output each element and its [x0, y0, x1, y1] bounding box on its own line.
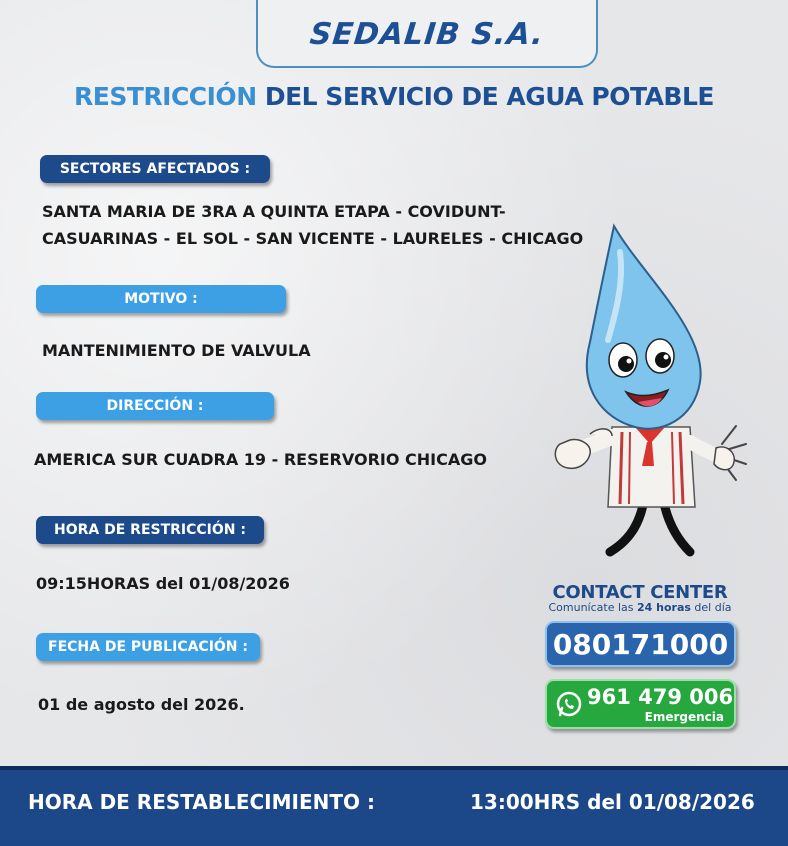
whatsapp-number: 961 479 006	[587, 685, 734, 709]
contact-center-title: CONTACT CENTER	[552, 582, 728, 603]
footer-bar	[0, 766, 788, 846]
motivo-text: MANTENIMIENTO DE VALVULA	[42, 341, 311, 360]
whatsapp-label: Emergencia	[644, 710, 724, 724]
footer-label: HORA DE RESTABLECIMIENTO :	[28, 790, 375, 814]
page-title	[0, 82, 788, 111]
logo-box	[256, 0, 598, 68]
sectores-text	[42, 198, 602, 252]
title-part2: DEL SERVICIO DE AGUA POTABLE	[264, 82, 714, 111]
motivo-label: MOTIVO :	[36, 285, 286, 313]
brand-logo: SEDALIB S.A.	[308, 16, 546, 52]
footer-value: 13:00HRS del 01/08/2026	[470, 790, 755, 814]
contact-sub-post: del día	[694, 601, 732, 614]
contact-sub-bold: 24 horas	[637, 601, 691, 614]
whatsapp-icon	[555, 690, 583, 718]
fecha-publicacion-text: 01 de agosto del 2026.	[38, 695, 245, 714]
sectores-label: SECTORES AFECTADOS :	[40, 155, 270, 183]
sectores-line2: CASUARINAS - EL SOL - SAN VICENTE - LAURELES - CHICAGO	[42, 229, 584, 248]
title-part1: RESTRICCIÓN	[74, 82, 257, 111]
direccion-label: DIRECCIÓN :	[36, 392, 274, 420]
phone-number-badge[interactable]: 080171000	[545, 621, 736, 667]
water-drop-mascot	[550, 222, 750, 567]
fecha-publicacion-label: FECHA DE PUBLICACIÓN :	[36, 633, 260, 661]
sectores-line1: SANTA MARIA DE 3RA A QUINTA ETAPA - COVIDUNT-	[42, 202, 506, 221]
hora-restriccion-label: HORA DE RESTRICCIÓN :	[36, 516, 264, 544]
contact-sub-pre: Comunícate las	[548, 601, 634, 614]
contact-center-subtitle	[540, 601, 740, 614]
direccion-text: AMERICA SUR CUADRA 19 - RESERVORIO CHICAGO	[34, 450, 487, 469]
hora-restriccion-text: 09:15HORAS del 01/08/2026	[36, 574, 290, 593]
whatsapp-badge[interactable]	[545, 679, 736, 729]
